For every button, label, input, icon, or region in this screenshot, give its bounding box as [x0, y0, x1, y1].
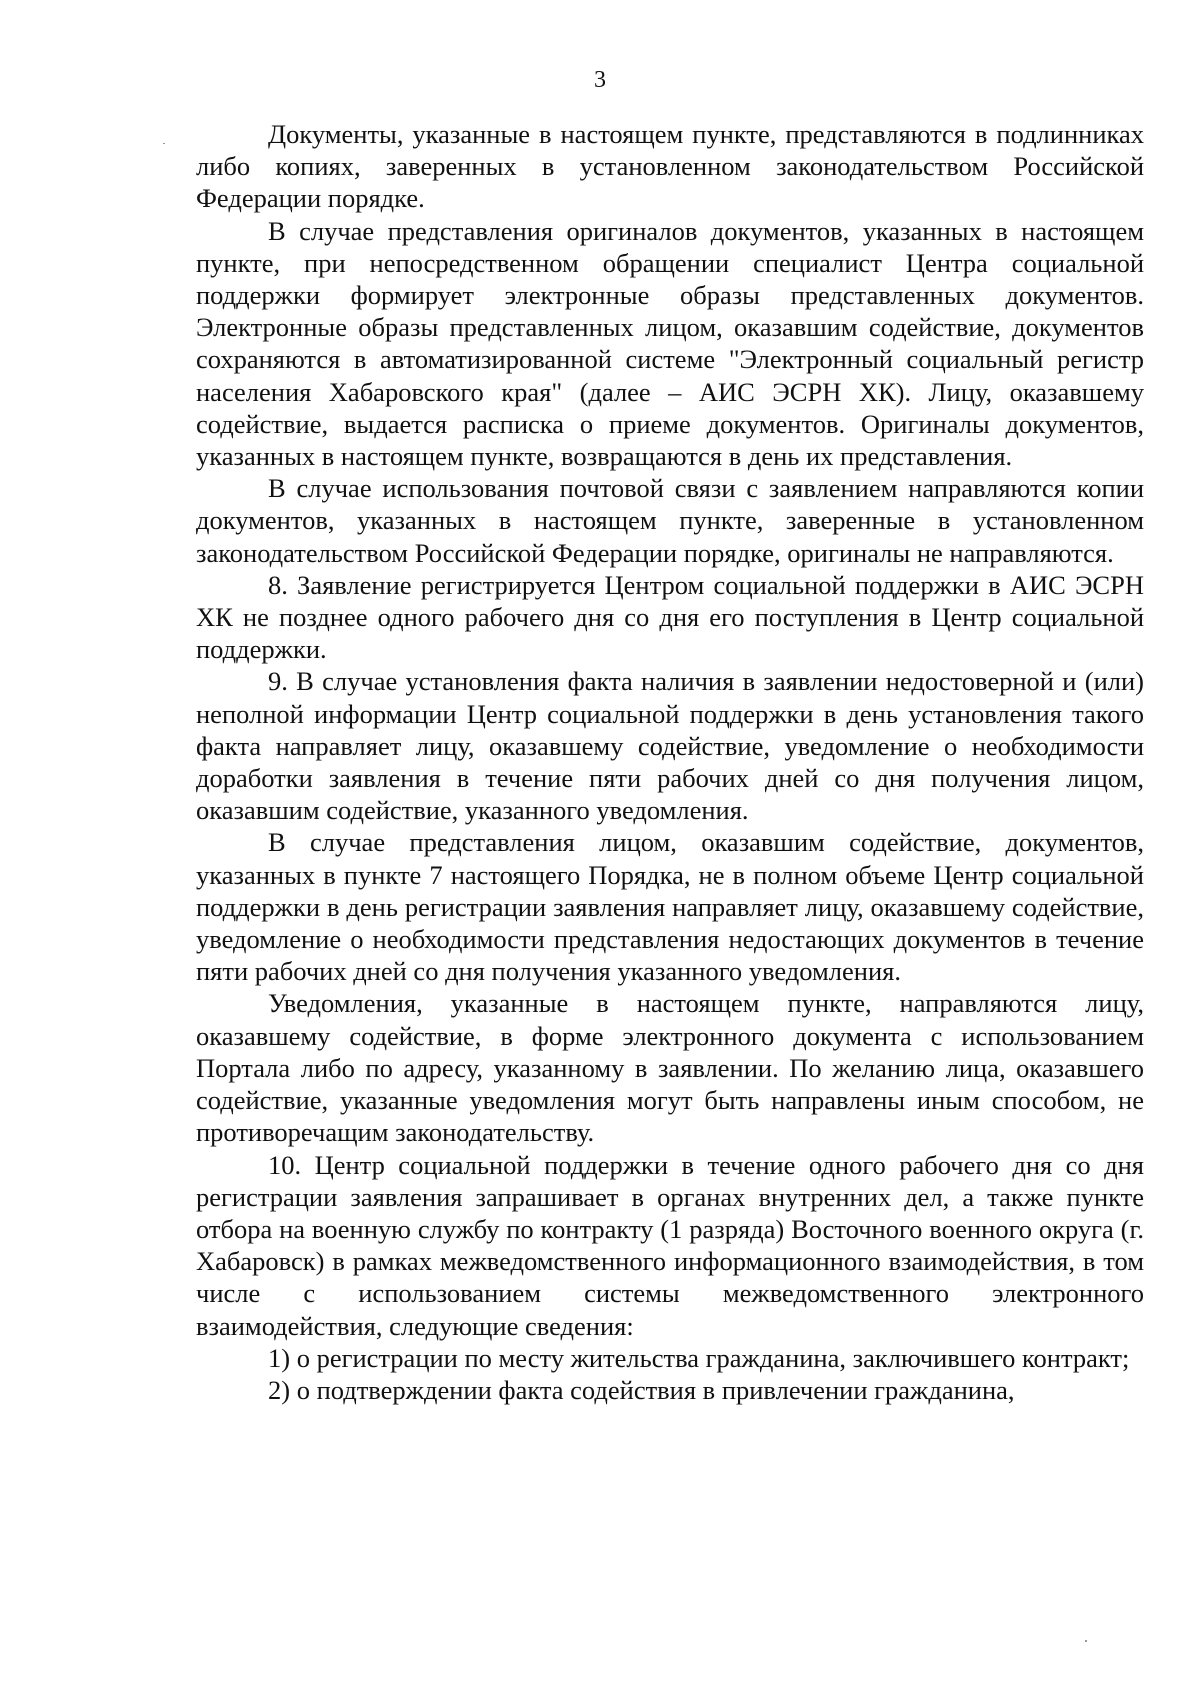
document-body — [196, 118, 1144, 1406]
paragraph-electronic-images: В случае представления оригиналов документов, указанных в настоящем пункте, при непосредственном обращении специалист Центра социальной поддержки формирует электронные образы представленных документов. Электронные образы представленных лицом, оказавшим содействие, документов сохраняются в автоматизированной системе "Электронный социальный регистр населения Хабаровского края" (далее – АИС ЭСРН ХК). Лицу, оказавшему содействие, выдается расписка о приеме документов. Оригиналы документов, указанных в настоящем пункте, возвращаются в день их представления. — [196, 215, 1144, 472]
paragraph-notifications: Уведомления, указанные в настоящем пункте, направляются лицу, оказавшему содействие, в форме электронного документа с использованием Портала либо по адресу, указанному в заявлении. По желанию лица, оказавшего содействие, указанные уведомления могут быть направлены иным способом, не противоречащим законодательству. — [196, 988, 1144, 1148]
paragraph-subitem-1: 1) о регистрации по месту жительства гражданина, заключившего контракт; — [268, 1342, 1130, 1373]
scan-speck — [1085, 1640, 1087, 1642]
scan-speck — [163, 143, 165, 144]
paragraph-incomplete-documents: В случае представления лицом, оказавшим содействие, документов, указанных в пункте 7 настоящего Порядка, не в полном объеме Центр социальной поддержки в день регистрации заявления направляет лицу, оказавшему содействие, уведомление о необходимости представления недостающих документов в течение пяти рабочих дней со дня получения указанного уведомления. — [196, 827, 1144, 987]
paragraph-postal-delivery: В случае использования почтовой связи с заявлением направляются копии документов, указанных в настоящем пункте, заверенные в установленном законодательством Российской Федерации порядке, оригиналы не направляются. — [196, 473, 1144, 568]
paragraph-item-10: 10. Центр социальной поддержки в течение одного рабочего дня со дня регистрации заявления запрашивает в органах внутренних дел, а также пункте отбора на военную службу по контракту (1 разряда) Восточного военного округа (г. Хабаровск) в рамках межведомственного информационного взаимодействия, в том числе с использованием системы межведомственного электронного взаимодействия, следующие сведения: — [196, 1149, 1144, 1341]
paragraph-documents-originals: Документы, указанные в настоящем пункте, представляются в подлинниках либо копиях, заверенных в установленном законодательством Российской Федерации порядке. — [196, 119, 1144, 214]
paragraph-subitem-2: 2) о подтверждении факта содействия в привлечении гражданина, — [268, 1374, 1015, 1405]
page-number: 3 — [594, 67, 606, 93]
paragraph-item-9: 9. В случае установления факта наличия в заявлении недостоверной и (или) неполной информации Центр социальной поддержки в день установления такого факта направляет лицу, оказавшему содействие, уведомление о необходимости доработки заявления в течение пяти рабочих дней со дня получения лицом, оказавшим содействие, указанного уведомления. — [196, 666, 1144, 826]
paragraph-item-8: 8. Заявление регистрируется Центром социальной поддержки в АИС ЭСРН ХК не позднее одного рабочего дня со дня его поступления в Центр социальной поддержки. — [196, 569, 1144, 665]
